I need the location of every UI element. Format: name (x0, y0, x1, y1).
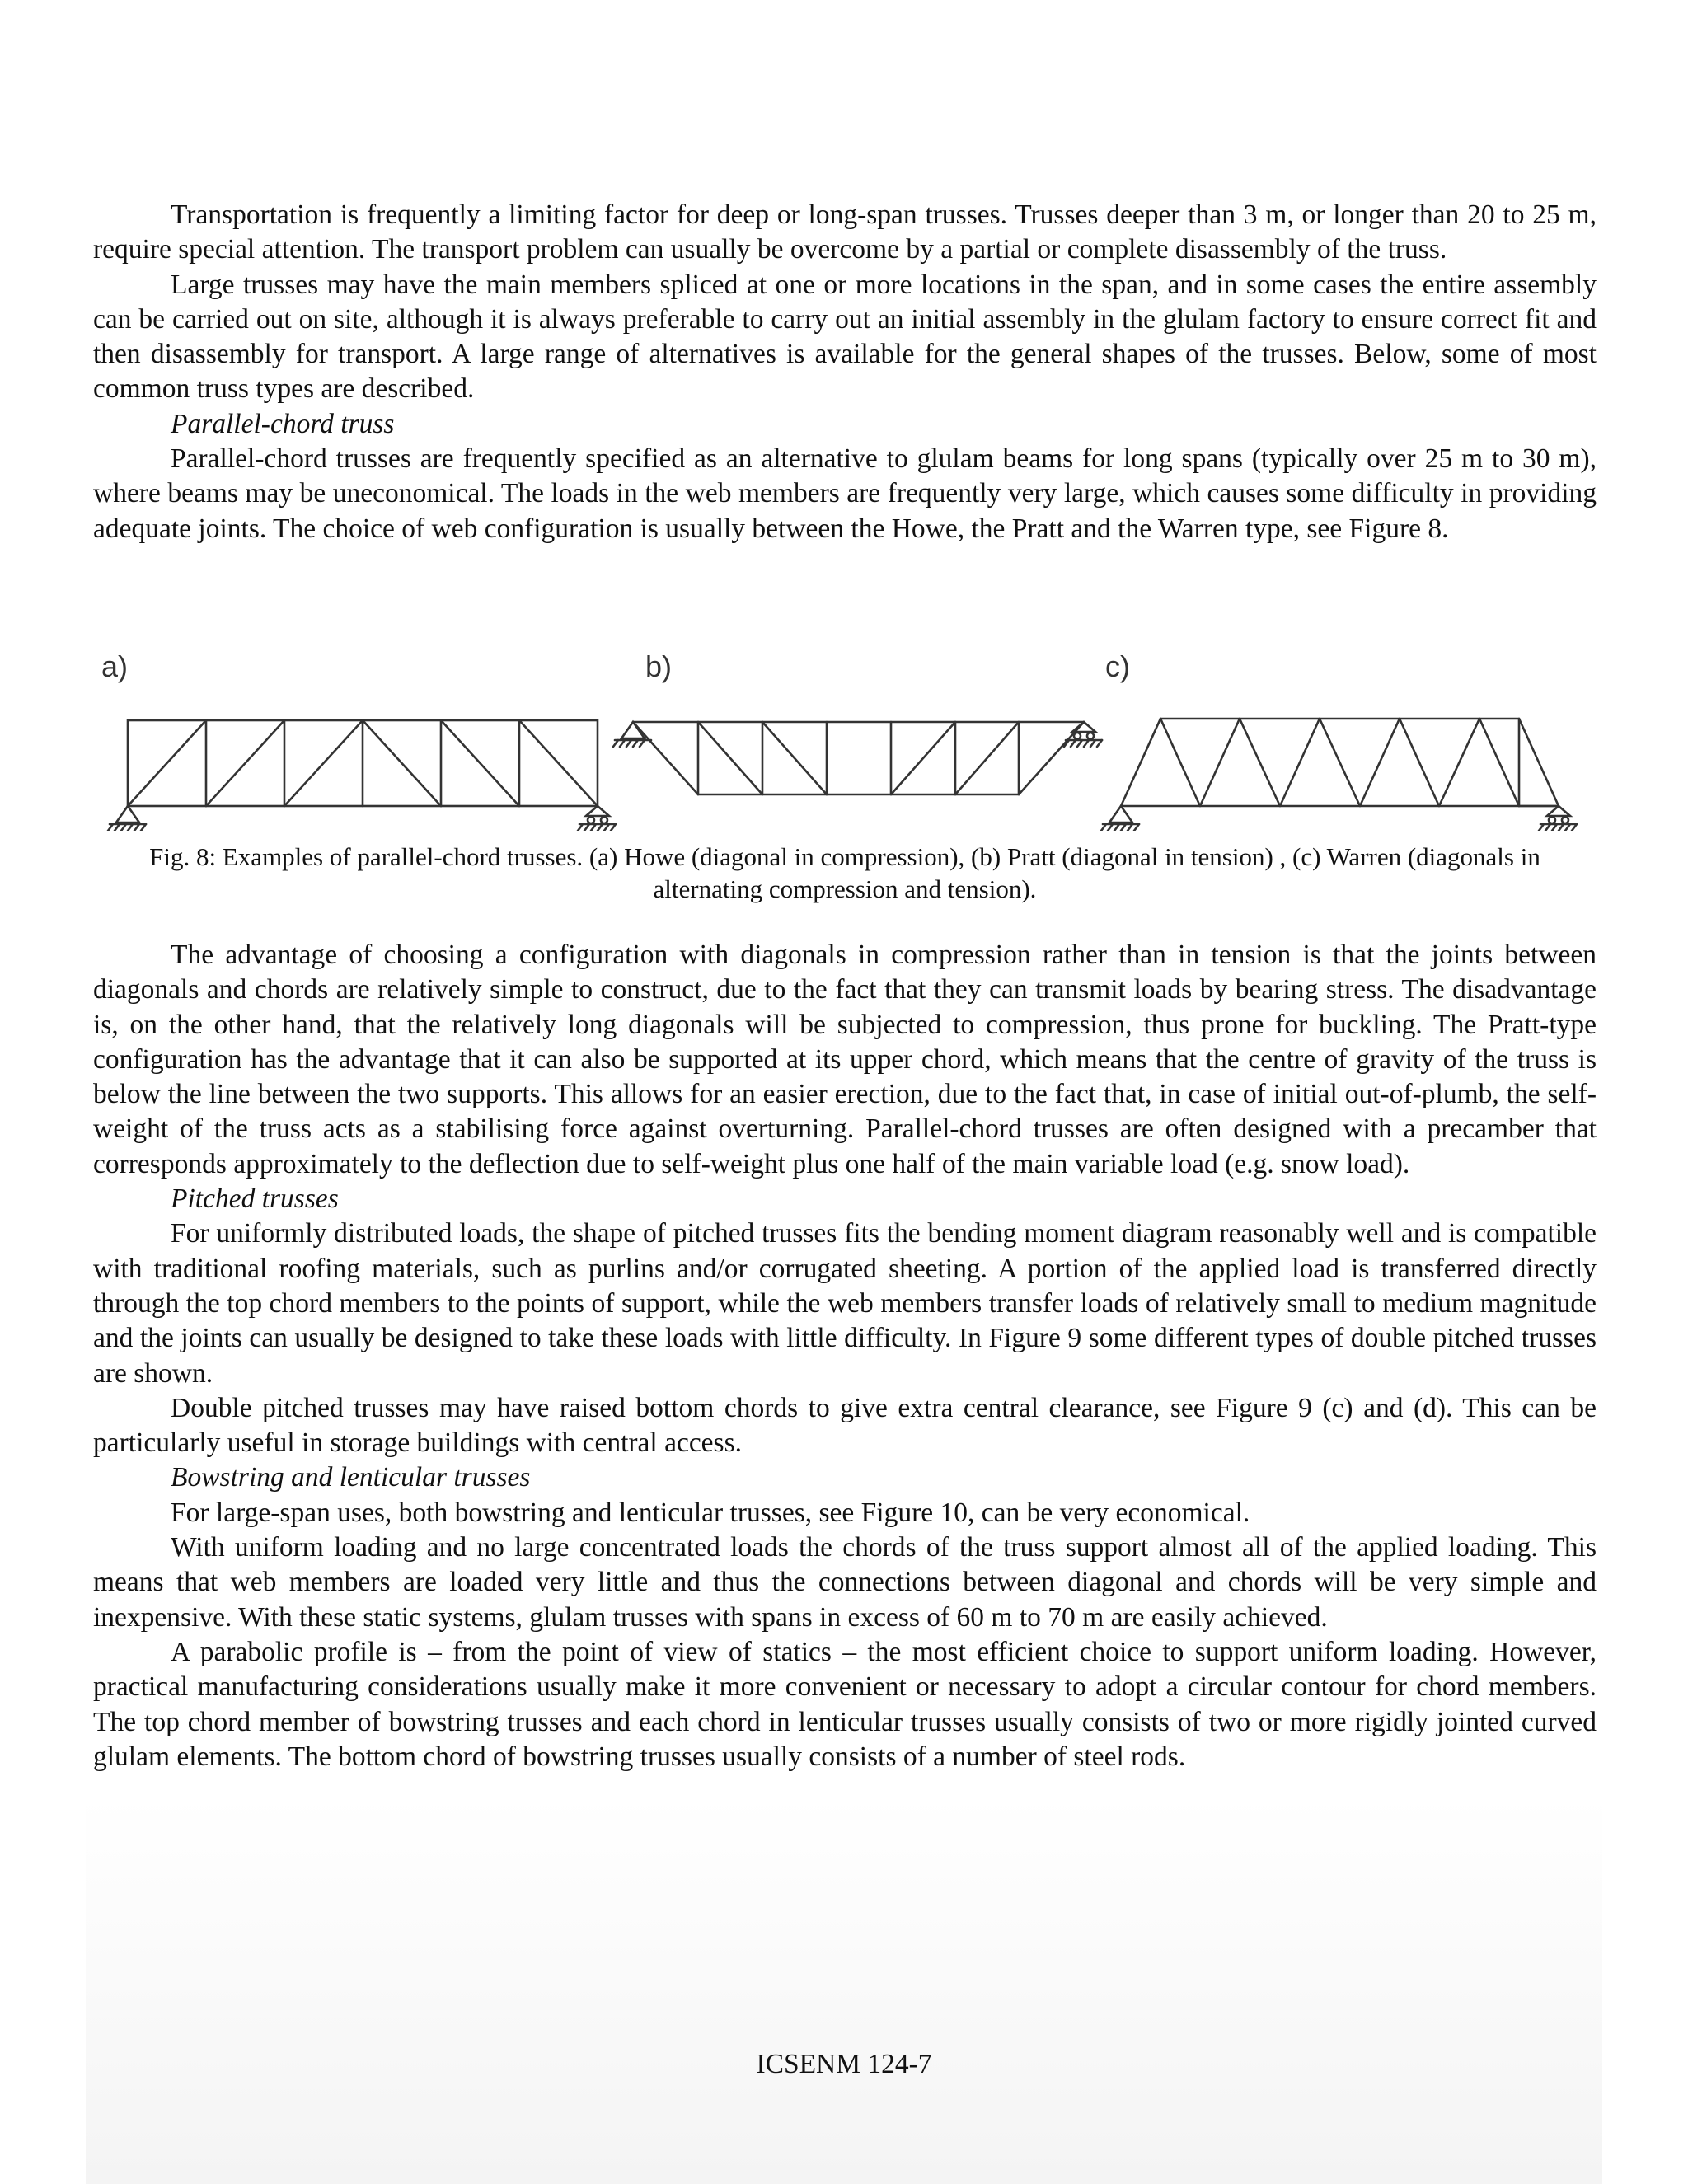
text-block-top (93, 198, 1597, 546)
truss-diagrams (93, 641, 1597, 831)
figure-caption: Fig. 8: Examples of parallel-chord trusses. (a) Howe (diagonal in compression), (b) Pratt (diagonal in tension) , (c) Warren (diagonals in alternating compression and tension). (149, 842, 1540, 903)
figure-label-a: a) (101, 649, 129, 683)
pin-support (108, 806, 146, 831)
page-footer: ICSENM 124-7 (756, 2049, 932, 2079)
roller-support (1539, 806, 1577, 831)
figure-label-b: b) (645, 649, 673, 683)
pratt-truss (633, 722, 1084, 794)
section-heading: Parallel-chord truss (171, 408, 395, 439)
paragraph: For large-span uses, both bowstring and lenticular trusses, see Figure 10, can be very economical. (171, 1497, 1250, 1528)
warren-truss (1121, 719, 1559, 806)
page-shade (86, 1797, 1602, 2184)
paragraph: A parabolic profile is – from the point of view of statics – the most efficient choice to support uniform loading. However, practical manufacturing considerations usually make it more convenient or necessary to adopt a circular contour for chord members. The top chord member of bowstring trusses and each chord in lenticular trusses usually consists of two or more rigidly jointed curved glulam elements. The bottom chord of bowstring trusses usually consists of a number of steel rods. (93, 1636, 1597, 1772)
paragraph: Parallel-chord trusses are frequently specified as an alternative to glulam beams for long spans (typically over 25 m to 30 m), where beams may be uneconomical. The loads in the web members are frequently very large, which causes some difficulty in providing adequate joints. The choice of web configuration is usually between the Howe, the Pratt and the Warren type, see Figure 8. (93, 443, 1597, 544)
paragraph: Large trusses may have the main members spliced at one or more locations in the span, and in some cases the entire assembly can be carried out on site, although it is always preferable to carry out an initial assembly in the glulam factory to ensure correct fit and then disassembly for transport. A large range of alternatives is available for the general shapes of the trusses. Below, some of most common truss types are described. (93, 269, 1597, 405)
howe-truss (128, 720, 598, 806)
figure-label-c: c) (1105, 649, 1130, 683)
paragraph: Transportation is frequently a limiting factor for deep or long-span trusses. Trusses deeper than 3 m, or longer than 20 to 25 m, require special attention. The transport problem can usually be overcome by a partial or complete disassembly of the truss. (93, 199, 1597, 265)
pin-support (1101, 806, 1139, 831)
roller-support (1064, 722, 1102, 747)
text-block-bottom (93, 938, 1597, 1774)
paragraph: For uniformly distributed loads, the shape of pitched trusses fits the bending moment diagram reasonably well and is compatible with traditional roofing materials, such as purlins and/or corrugated sheeting. A portion of the applied load is transferred directly through the top chord members to the points of support, while the web members transfer loads of relatively small to medium magnitude and the joints can usually be designed to take these loads with little difficulty. In Figure 9 some different types of double pitched trusses are shown. (93, 1218, 1597, 1389)
paragraph: The advantage of choosing a configuration with diagonals in compression rather than in tension is that the joints between diagonals and chords are relatively simple to construct, due to the fact that they can transmit loads by bearing stress. The disadvantage is, on the other hand, that the relatively long diagonals will be subjected to compression, thus prone for buckling. The Pratt-type configuration has the advantage that it can also be supported at its upper chord, which means that the centre of gravity of the truss is below the line between the two supports. This allows for an easier erection, due to the fact that, in case of initial out-of-plumb, the self-weight of the truss acts as a stabilising force against overturning. Parallel-chord trusses are often designed with a precamber that corresponds approximately to the deflection due to self-weight plus one half of the main variable load (e.g. snow load). (93, 940, 1597, 1179)
section-heading: Bowstring and lenticular trusses (171, 1462, 531, 1493)
roller-support (578, 806, 616, 831)
paragraph: Double pitched trusses may have raised bottom chords to give extra central clearance, see Figure 9 (c) and (d). This can be particularly useful in storage buildings with central access. (93, 1392, 1597, 1459)
section-heading: Pitched trusses (171, 1183, 339, 1215)
paragraph: With uniform loading and no large concentrated loads the chords of the truss support almost all of the applied loading. This means that web members are loaded very little and thus the connections between diagonal and chords will be very simple and inexpensive. With these static systems, glulam trusses with spans in excess of 60 m to 70 m are easily achieved. (93, 1532, 1597, 1633)
